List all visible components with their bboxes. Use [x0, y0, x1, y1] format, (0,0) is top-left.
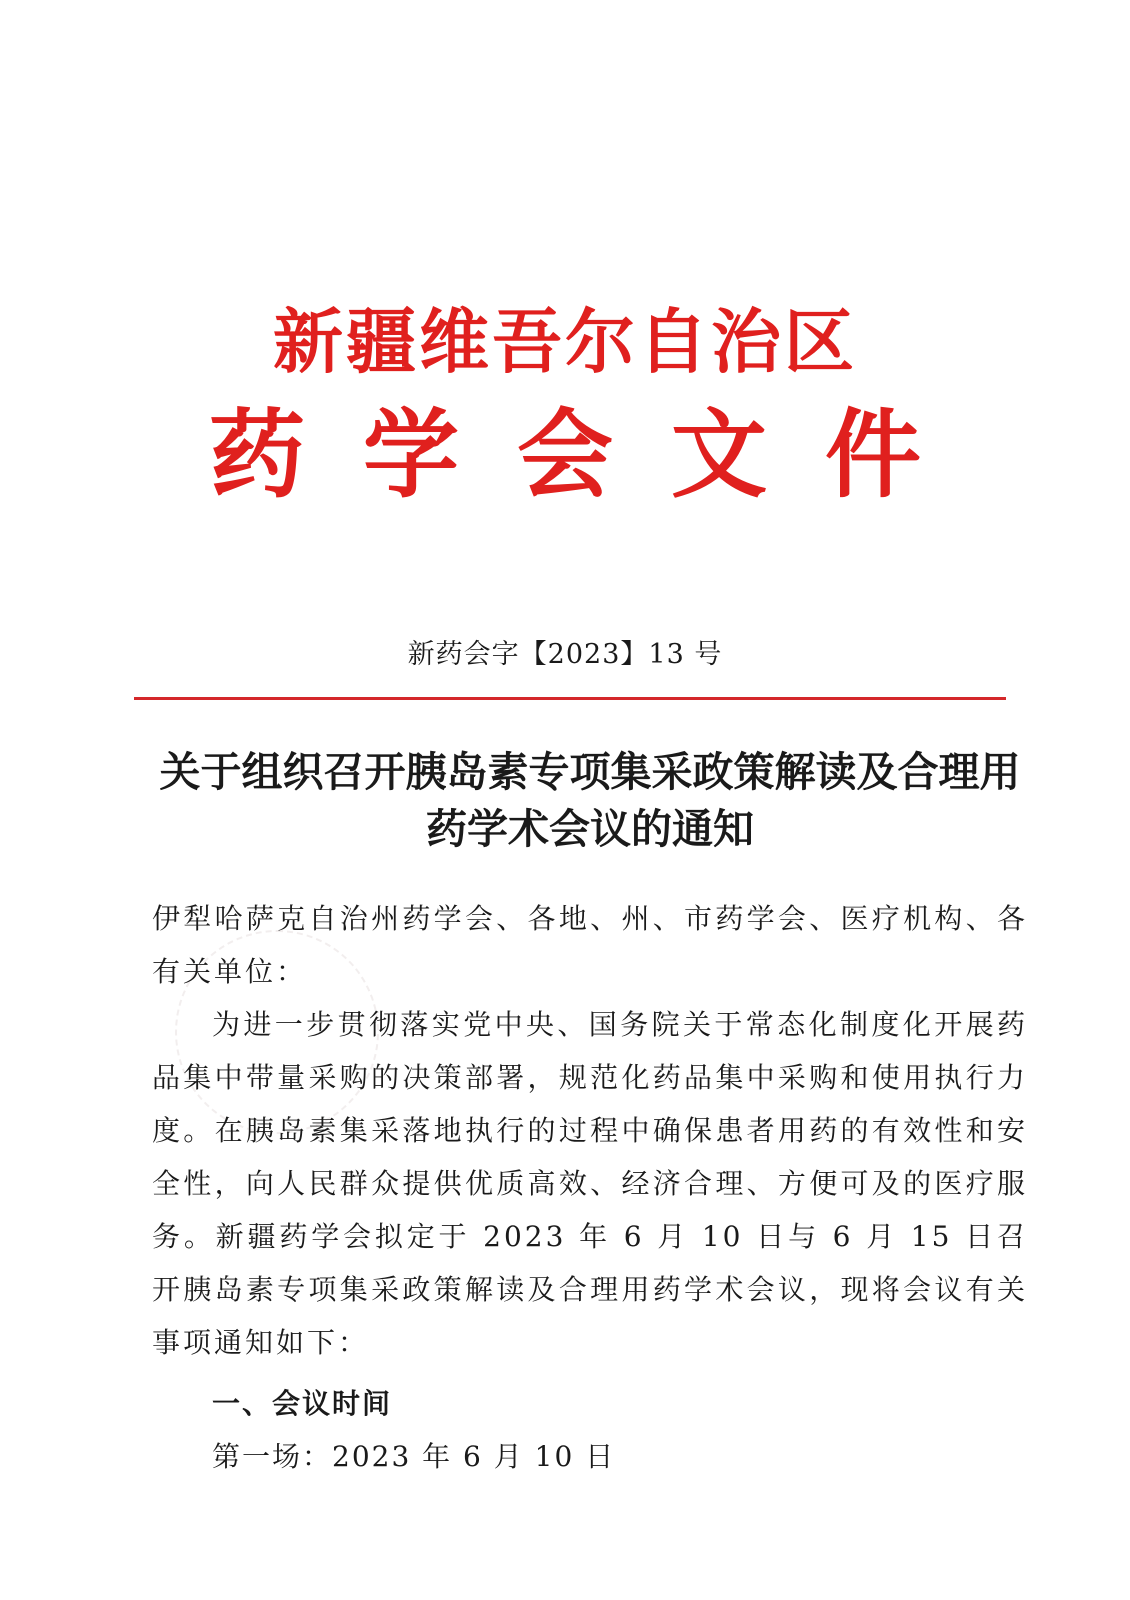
document-number: 新药会字【2023】13 号 — [407, 639, 723, 670]
section-heading-meeting-time: 一、会议时间 — [212, 1387, 393, 1420]
red-divider — [134, 697, 1006, 700]
letterhead-doc-type: 药学会文件 — [209, 399, 979, 511]
intro-paragraph: 为进一步贯彻落实党中央、国务院关于常态化制度化开展药品集中带量采购的决策部署，规范化药品集中采购和使用执行力度。在胰岛素集采落地执行的过程中确保患者用药的有效性和安全性，向人民群众提供优质高效、经济合理、方便可及的医疗服务。新疆药学会拟定于 2023 年 6 月 10 日与 6 月 15 日召开胰岛素专项集采政策解读及合理用药学术会议，现将会议有关事项通知如下： — [152, 1008, 1028, 1359]
session-1-date: 第一场：2023 年 6 月 10 日 — [212, 1440, 616, 1473]
document-title: 关于组织召开胰岛素专项集采政策解读及合理用药学术会议的通知 — [159, 748, 1021, 853]
recipients-line: 伊犁哈萨克自治州药学会、各地、州、市药学会、医疗机构、各有关单位： — [152, 902, 1028, 988]
letterhead-org-name: 新疆维吾尔自治区 — [273, 301, 857, 383]
